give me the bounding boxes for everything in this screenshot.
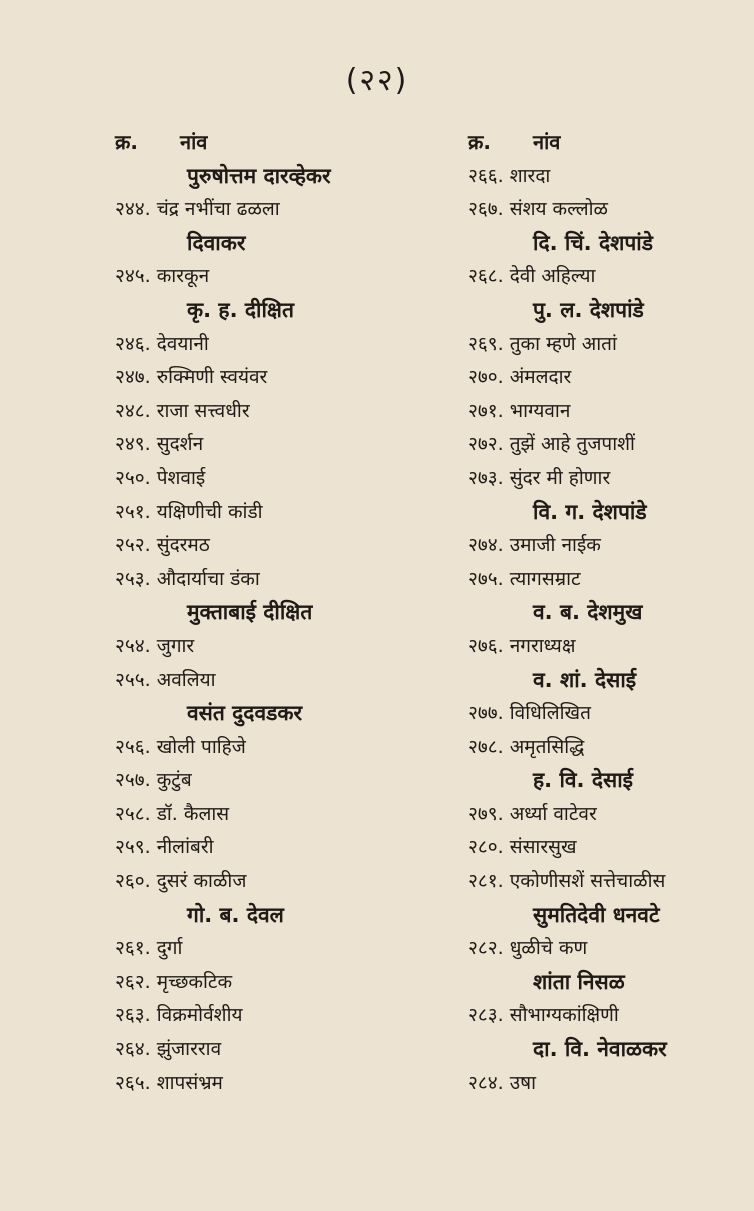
play-entry: २६५. शापसंभ्रम — [115, 1071, 223, 1094]
author-heading: वि. ग. देशपांडे — [533, 499, 647, 524]
play-entry: २५५. अवलिया — [115, 668, 216, 691]
play-entry: २६७. संशय कल्लोळ — [468, 198, 608, 221]
play-entry: २७१. भाग्यवान — [468, 399, 571, 422]
author-heading: कृ. ह. दीक्षित — [187, 297, 294, 322]
author-heading: सुमतिदेवी धनवटे — [533, 902, 660, 927]
play-entry: २६९. तुका म्हणे आतां — [468, 332, 617, 355]
play-entry: २४७. रुक्मिणी स्वयंवर — [115, 366, 268, 389]
right-column — [468, 126, 754, 1100]
author-heading: वसंत दुदवडकर — [187, 701, 303, 726]
header-name: नांव — [532, 130, 561, 154]
column-header — [468, 126, 754, 160]
play-entry: २८३. सौभाग्यकांक्षिणी — [468, 1004, 619, 1027]
play-entry: २६१. दुर्गा — [115, 937, 183, 960]
author-heading: पु. ल. देशपांडे — [533, 297, 644, 322]
play-entry: २५१. यक्षिणीची कांडी — [115, 500, 263, 523]
play-entry: २५९. नीलांबरी — [115, 836, 214, 859]
header-number: क्र. — [468, 130, 491, 154]
play-entry: २६२. मृच्छकटिक — [115, 970, 233, 993]
play-entry: २४८. राजा सत्त्वधीर — [115, 399, 250, 422]
play-entry: २४९. सुदर्शन — [115, 433, 204, 456]
play-entry: २६४. झुंजारराव — [115, 1038, 222, 1061]
play-entry: २८०. संसारसुख — [468, 836, 577, 859]
author-heading: व. ब. देशमुख — [533, 600, 643, 625]
author-heading: ह. वि. देसाई — [533, 768, 633, 793]
play-entry: २७८. अमृतसिद्धि — [468, 735, 585, 758]
play-entry: २६८. देवी अहिल्या — [468, 265, 596, 288]
author-heading: मुक्ताबाई दीक्षित — [187, 600, 313, 625]
play-entry: २६६. शारदा — [468, 164, 551, 187]
play-entry: २७४. उमाजी नाईक — [468, 534, 601, 557]
play-entry: २६०. दुसरं काळीज — [115, 870, 247, 893]
play-entry: २६३. विक्रमोर्वशीय — [115, 1004, 243, 1027]
play-entry: २७६. नगराध्यक्ष — [468, 634, 576, 657]
play-entry: २५०. पेशवाई — [115, 466, 206, 489]
author-heading: दिवाकर — [187, 230, 246, 255]
author-heading: दा. वि. नेवाळकर — [533, 1037, 667, 1062]
play-entry: २५३. औदार्याचा डंका — [115, 567, 260, 590]
header-number: क्र. — [115, 130, 138, 154]
play-entry: २७९. अर्ध्या वाटेवर — [468, 802, 597, 825]
page-number: (२२) — [345, 63, 409, 98]
play-entry: २५७. कुटुंब — [115, 769, 192, 792]
play-entry: २५८. डॉ. कैलास — [115, 802, 230, 825]
play-entry: २४४. चंद्र नभींचा ढळला — [115, 198, 280, 221]
author-heading: दि. चिं. देशपांडे — [533, 230, 653, 255]
play-entry: २८४. उषा — [468, 1071, 537, 1094]
play-entry: २४५. कारकून — [115, 265, 210, 288]
play-entry: २७२. तुझें आहे तुजपाशीं — [468, 433, 635, 456]
play-entry: २७०. अंमलदार — [468, 366, 572, 389]
play-entry: २७३. सुंदर मी होणार — [468, 466, 611, 489]
play-entry: २७५. त्यागसम्राट — [468, 567, 581, 590]
author-heading: व. शां. देसाई — [533, 667, 637, 692]
header-name: नांव — [179, 130, 208, 154]
play-entry: २८२. धुळीचे कण — [468, 937, 588, 960]
play-entry: २५४. जुगार — [115, 634, 195, 657]
play-entry: २८१. एकोणीसशें सत्तेचाळीस — [468, 870, 666, 893]
column-header — [115, 126, 445, 160]
author-heading: शांता निसळ — [533, 969, 625, 994]
left-column — [115, 126, 445, 1100]
right-rows — [468, 160, 754, 1101]
author-heading: पुरुषोत्तम दारव्हेकर — [187, 163, 331, 188]
play-entry: २५६. खोली पाहिजे — [115, 735, 246, 758]
left-rows — [115, 160, 445, 1101]
play-entry: २७७. विधिलिखित — [468, 702, 591, 725]
play-entry: २४६. देवयानी — [115, 332, 209, 355]
play-entry: २५२. सुंदरमठ — [115, 534, 210, 557]
author-heading: गो. ब. देवल — [187, 902, 284, 927]
